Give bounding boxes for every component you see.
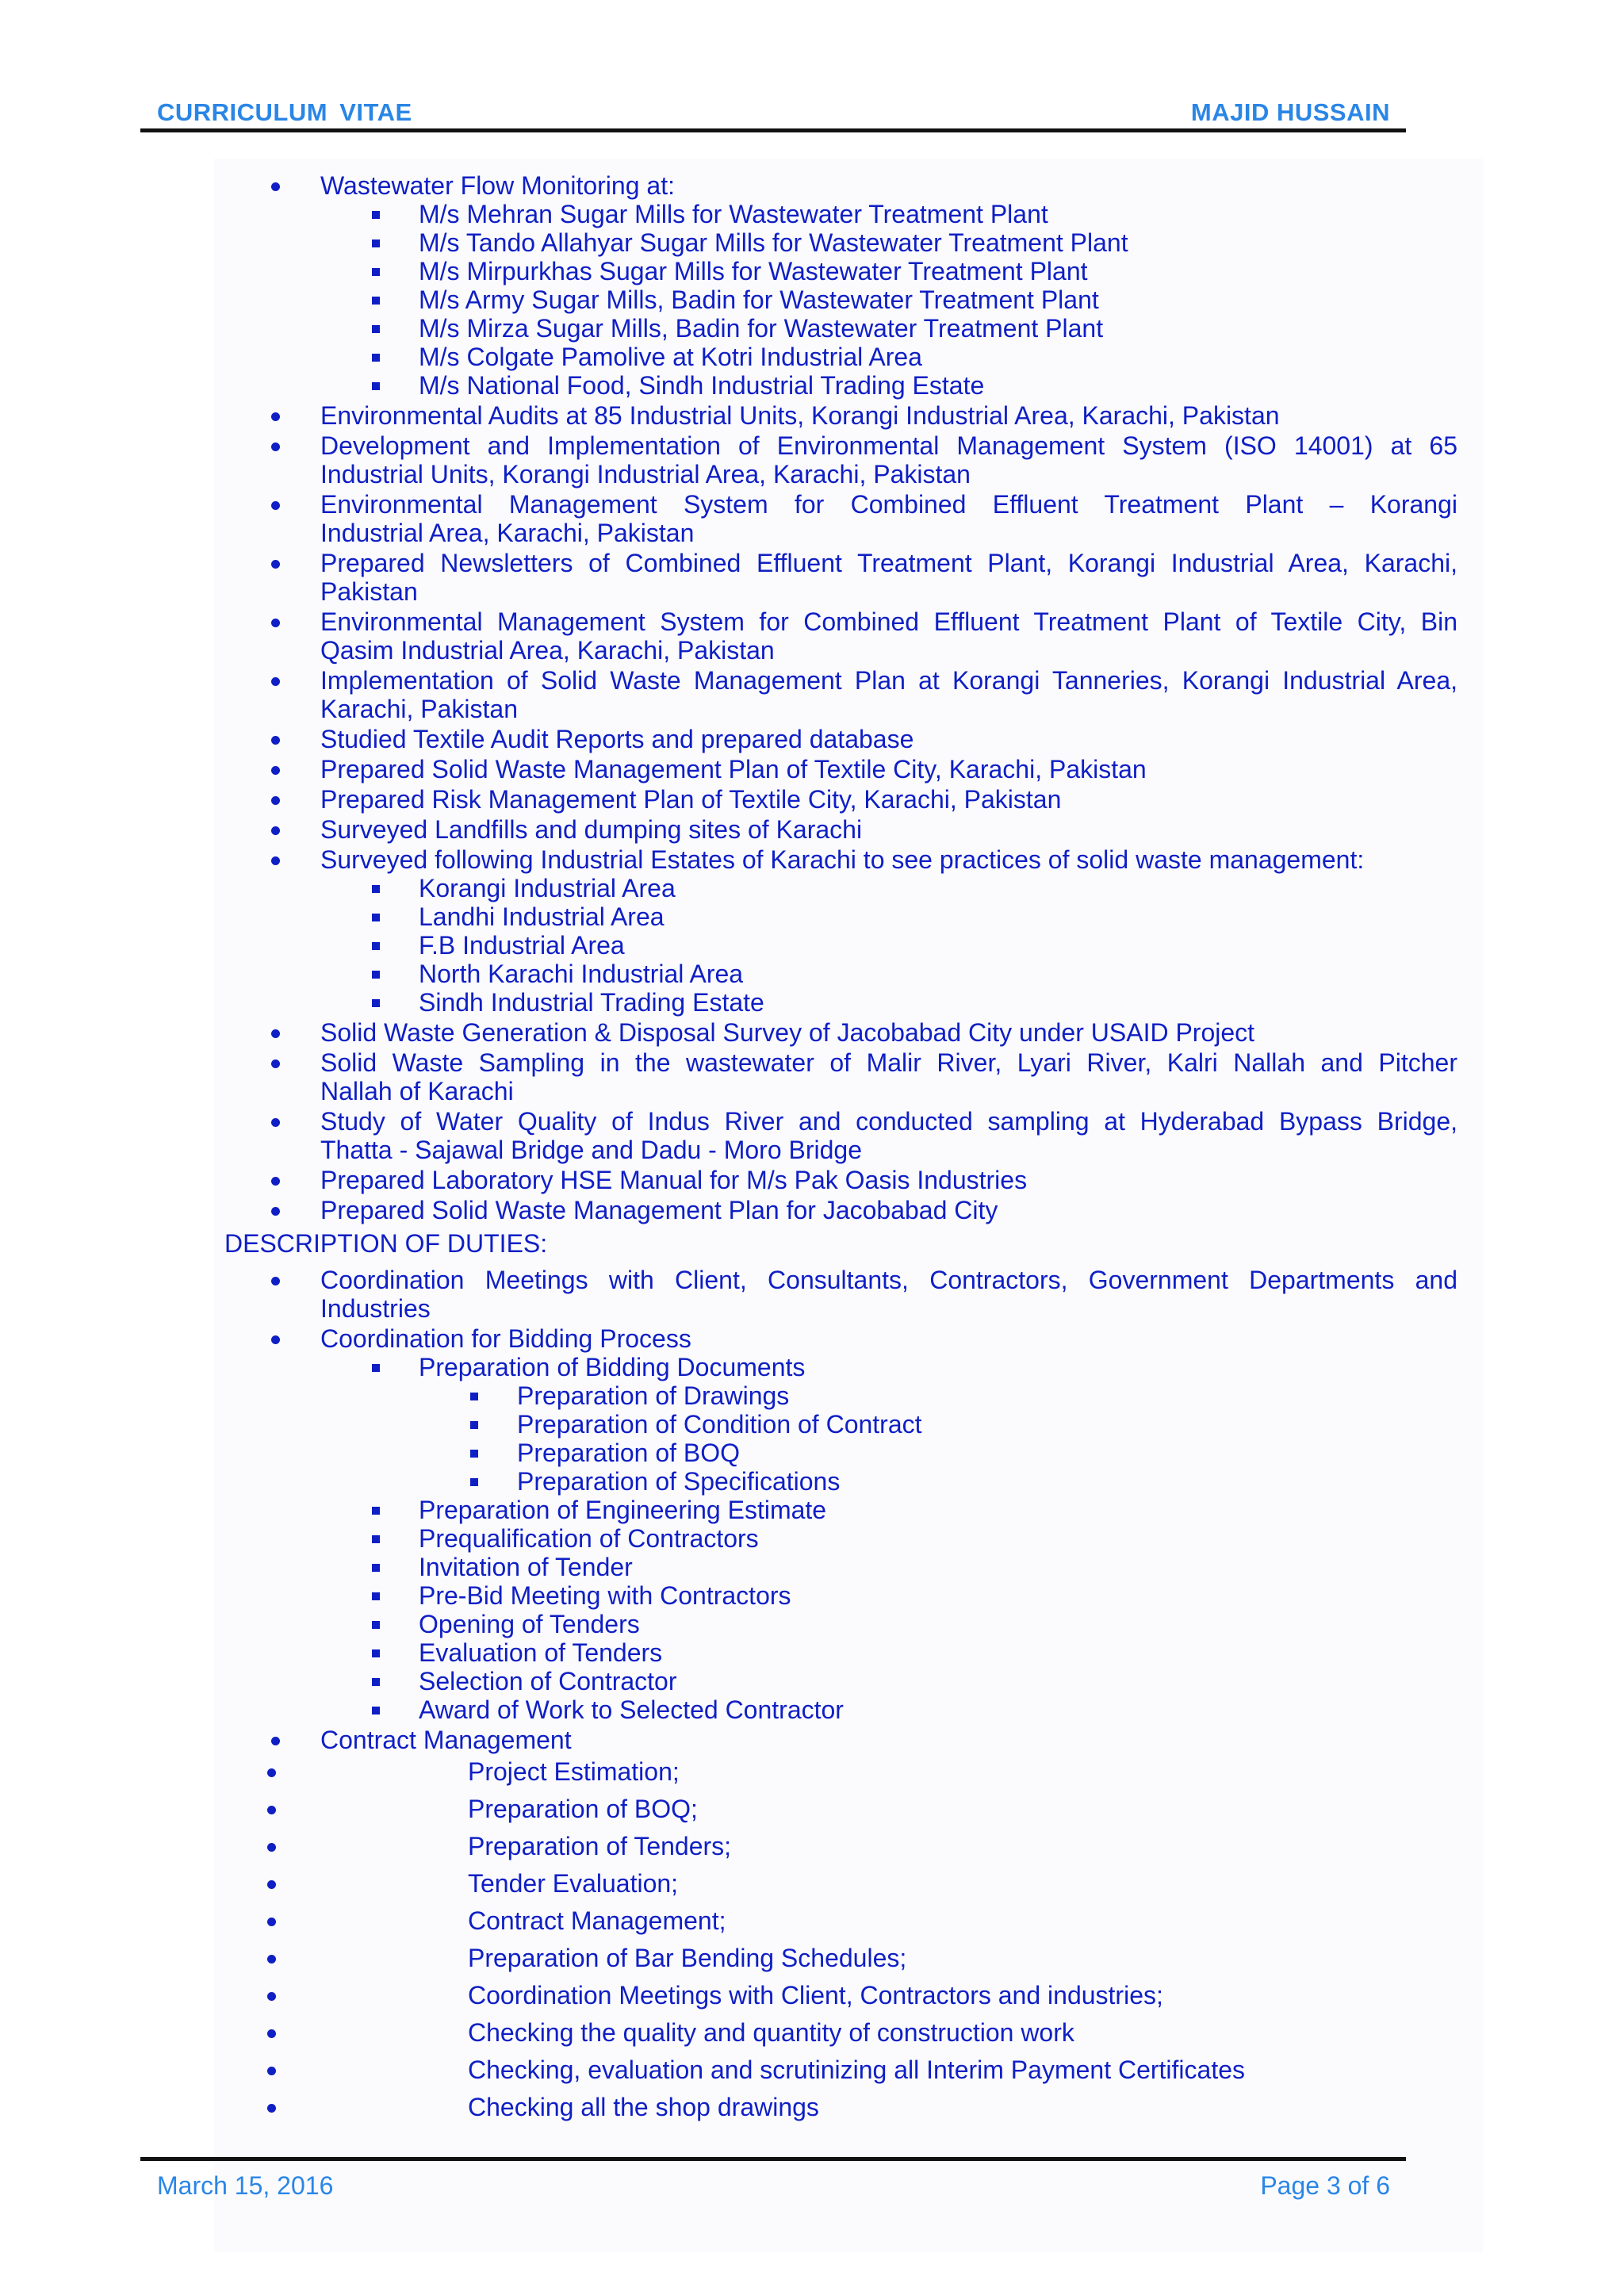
sub-sub-bullet-icon [470, 1421, 478, 1429]
project-item: Studied Textile Audit Reports and prepared database [320, 725, 914, 753]
list-bullet-icon [267, 1843, 276, 1852]
sub-bullet-icon [372, 239, 380, 247]
list-bullet-icon [271, 736, 280, 745]
contract-item: Project Estimation; [468, 1757, 680, 1786]
list-bullet-icon [271, 501, 280, 510]
duties-heading: DESCRIPTION OF DUTIES: [224, 1229, 548, 1258]
project-subitem: Korangi Industrial Area [419, 874, 676, 902]
project-item: Prepared Solid Waste Management Plan for Jacobabad City [320, 1196, 998, 1224]
list-bullet-icon [271, 677, 280, 686]
project-subitem: Landhi Industrial Area [419, 902, 665, 931]
list-bullet-icon [267, 1880, 276, 1889]
duty-subitem: Evaluation of Tenders [419, 1638, 663, 1667]
sub-sub-bullet-icon [470, 1393, 478, 1400]
project-item: Industrial Area, Karachi, Pakistan [320, 519, 695, 547]
duty-subitem: Pre-Bid Meeting with Contractors [419, 1581, 791, 1610]
sub-bullet-icon [372, 1678, 380, 1686]
project-item: Solid Waste Generation & Disposal Survey of Jacobabad City under USAID Project [320, 1018, 1255, 1047]
duty-subsubitem: Preparation of BOQ [517, 1439, 741, 1467]
sub-bullet-icon [372, 268, 380, 276]
document-title: CURRICULUM VITAE [157, 98, 412, 126]
sub-bullet-icon [372, 885, 380, 893]
duty-subitem: Invitation of Tender [419, 1553, 633, 1581]
contract-item: Tender Evaluation; [468, 1869, 679, 1898]
duty-subitem: Selection of Contractor [419, 1667, 677, 1695]
sub-bullet-icon [372, 1707, 380, 1715]
sub-bullet-icon [372, 914, 380, 921]
list-bullet-icon [267, 2104, 276, 2113]
project-item: Qasim Industrial Area, Karachi, Pakistan [320, 636, 775, 665]
header-rule [140, 128, 1406, 132]
contract-item: Preparation of Tenders; [468, 1832, 732, 1860]
project-subitem: M/s Colgate Pamolive at Kotri Industrial Area [419, 343, 922, 371]
sub-bullet-icon [372, 999, 380, 1007]
contract-item: Checking, evaluation and scrutinizing all Interim Payment Certificates [468, 2056, 1246, 2084]
sub-bullet-icon [372, 1621, 380, 1629]
duty-subitem: Preparation of Bidding Documents [419, 1353, 806, 1381]
project-subitem: North Karachi Industrial Area [419, 960, 744, 988]
project-item: Solid Waste Sampling in the wastewater of Malir River, Lyari River, Kalri Nallah and Pitcher [320, 1048, 1457, 1077]
list-bullet-icon [271, 1029, 280, 1038]
sub-bullet-icon [372, 211, 380, 219]
project-item: Pakistan [320, 577, 418, 606]
list-bullet-icon [267, 1992, 276, 2001]
duty-subitem: Prequalification of Contractors [419, 1524, 759, 1553]
project-item: Development and Implementation of Environmental Management System (ISO 14001) at 65 [320, 431, 1457, 460]
project-subitem: M/s Mehran Sugar Mills for Wastewater Treatment Plant [419, 200, 1048, 228]
project-item: Prepared Newsletters of Combined Effluent Treatment Plant, Korangi Industrial Area, Karachi, [320, 549, 1457, 577]
list-bullet-icon [271, 766, 280, 775]
duty-subitem: Opening of Tenders [419, 1610, 640, 1638]
list-bullet-icon [271, 560, 280, 569]
project-item: Prepared Risk Management Plan of Textile City, Karachi, Pakistan [320, 785, 1062, 814]
contract-item: Coordination Meetings with Client, Contractors and industries; [468, 1981, 1163, 2010]
list-bullet-icon [271, 856, 280, 865]
project-subitem: M/s Mirpurkhas Sugar Mills for Wastewater Treatment Plant [419, 257, 1088, 285]
list-bullet-icon [271, 1277, 280, 1285]
sub-bullet-icon [372, 297, 380, 305]
sub-sub-bullet-icon [470, 1450, 478, 1458]
sub-bullet-icon [372, 1535, 380, 1543]
list-bullet-icon [267, 1768, 276, 1777]
list-bullet-icon [271, 1177, 280, 1186]
sub-bullet-icon [372, 1592, 380, 1600]
author-name: MAJID HUSSAIN [1190, 98, 1390, 126]
duty-item: Industries [320, 1294, 431, 1323]
duty-subsubitem: Preparation of Specifications [517, 1467, 841, 1496]
sub-bullet-icon [372, 1564, 380, 1572]
project-subitem: Sindh Industrial Trading Estate [419, 988, 764, 1017]
list-bullet-icon [271, 1737, 280, 1745]
project-item: Study of Water Quality of Indus River and conducted sampling at Hyderabad Bypass Bridge, [320, 1107, 1457, 1136]
contract-item: Contract Management; [468, 1906, 726, 1935]
project-item: Implementation of Solid Waste Management Plan at Korangi Tanneries, Korangi Industrial Area, [320, 666, 1457, 695]
list-bullet-icon [271, 1335, 280, 1344]
project-item: Environmental Audits at 85 Industrial Units, Korangi Industrial Area, Karachi, Pakistan [320, 401, 1280, 430]
sub-bullet-icon [372, 1364, 380, 1372]
list-bullet-icon [267, 2029, 276, 2038]
project-item: Environmental Management System for Combined Effluent Treatment Plant of Textile City, Bin [320, 607, 1457, 636]
list-bullet-icon [271, 1118, 280, 1127]
sub-bullet-icon [372, 325, 380, 333]
duty-subsubitem: Preparation of Condition of Contract [517, 1410, 922, 1439]
project-subitem: F.B Industrial Area [419, 931, 625, 960]
contract-item: Preparation of Bar Bending Schedules; [468, 1944, 907, 1972]
project-item: Thatta - Sajawal Bridge and Dadu - Moro Bridge [320, 1136, 863, 1164]
sub-bullet-icon [372, 942, 380, 950]
duty-item: Coordination for Bidding Process [320, 1324, 691, 1353]
sub-bullet-icon [372, 354, 380, 362]
footer-date: March 15, 2016 [157, 2171, 334, 2200]
project-item: Nallah of Karachi [320, 1077, 514, 1105]
duty-subitem: Preparation of Engineering Estimate [419, 1496, 827, 1524]
project-item: Wastewater Flow Monitoring at: [320, 171, 675, 200]
project-item: Surveyed Landfills and dumping sites of Karachi [320, 815, 863, 844]
sub-bullet-icon [372, 971, 380, 979]
sub-bullet-icon [372, 1649, 380, 1657]
page-number: Page 3 of 6 [1260, 2171, 1390, 2200]
list-bullet-icon [271, 826, 280, 835]
contract-item: Checking all the shop drawings [468, 2093, 819, 2121]
list-bullet-icon [271, 619, 280, 627]
list-bullet-icon [271, 412, 280, 421]
project-item: Prepared Laboratory HSE Manual for M/s Pak Oasis Industries [320, 1166, 1028, 1194]
project-item: Karachi, Pakistan [320, 695, 519, 723]
list-bullet-icon [271, 1207, 280, 1216]
duty-subsubitem: Preparation of Drawings [517, 1381, 790, 1410]
sub-sub-bullet-icon [470, 1478, 478, 1486]
list-bullet-icon [271, 796, 280, 805]
duty-item: Coordination Meetings with Client, Consultants, Contractors, Government Departments and [320, 1266, 1457, 1294]
project-item: Prepared Solid Waste Management Plan of Textile City, Karachi, Pakistan [320, 755, 1147, 784]
duty-item: Contract Management [320, 1726, 572, 1754]
project-subitem: M/s Mirza Sugar Mills, Badin for Wastewater Treatment Plant [419, 314, 1104, 343]
footer-rule [140, 2157, 1406, 2161]
project-subitem: M/s Army Sugar Mills, Badin for Wastewater Treatment Plant [419, 285, 1099, 314]
project-item: Surveyed following Industrial Estates of Karachi to see practices of solid waste management: [320, 845, 1365, 874]
project-item: Industrial Units, Korangi Industrial Area, Karachi, Pakistan [320, 460, 971, 489]
contract-item: Preparation of BOQ; [468, 1795, 698, 1823]
project-subitem: M/s Tando Allahyar Sugar Mills for Wastewater Treatment Plant [419, 228, 1128, 257]
list-bullet-icon [271, 443, 280, 451]
list-bullet-icon [271, 1059, 280, 1068]
list-bullet-icon [267, 1918, 276, 1926]
list-bullet-icon [267, 1955, 276, 1964]
sub-bullet-icon [372, 1507, 380, 1515]
contract-item: Checking the quality and quantity of construction work [468, 2018, 1074, 2047]
project-item: Environmental Management System for Combined Effluent Treatment Plant – Korangi [320, 490, 1457, 519]
list-bullet-icon [267, 1806, 276, 1814]
duty-subitem: Award of Work to Selected Contractor [419, 1695, 844, 1724]
list-bullet-icon [271, 182, 280, 191]
list-bullet-icon [267, 2067, 276, 2075]
sub-bullet-icon [372, 382, 380, 390]
project-subitem: M/s National Food, Sindh Industrial Trading Estate [419, 371, 985, 400]
